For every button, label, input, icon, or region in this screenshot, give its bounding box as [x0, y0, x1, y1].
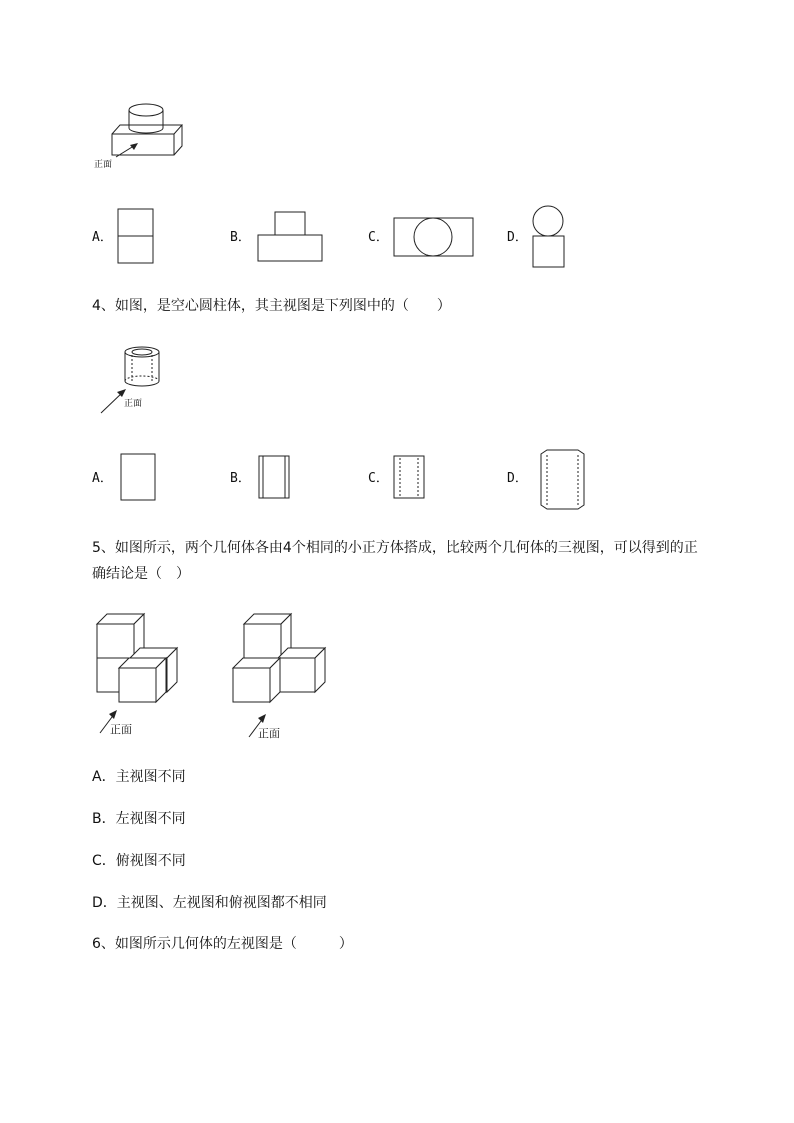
- q5-option-d[interactable]: D．主视图、左视图和俯视图都不相同: [92, 895, 327, 911]
- q5-question-line2: 确结论是（ ）: [92, 566, 190, 582]
- q4-option-a-letter[interactable]: A．: [92, 471, 113, 486]
- q3-front-label: 正面: [94, 160, 113, 170]
- q5-option-c[interactable]: C．俯视图不同: [92, 853, 186, 869]
- q5-question-line1: 5、如图所示，两个几何体各由4个相同的小正方体搭成，比较两个几何体的三视图，可以得到的正: [92, 540, 698, 556]
- q5-option-b[interactable]: B．左视图不同: [92, 811, 186, 827]
- q4-option-c-letter[interactable]: C．: [368, 471, 389, 486]
- q4-option-b-letter[interactable]: B．: [230, 471, 251, 486]
- q3-option-a-letter[interactable]: A．: [92, 230, 113, 245]
- q3-option-b-letter[interactable]: B．: [230, 230, 251, 245]
- q5-front-label-1: 正面: [110, 723, 132, 736]
- q3-option-c-letter[interactable]: C．: [368, 230, 389, 245]
- q4-question: 4、如图，是空心圆柱体，其主视图是下列图中的（ ）: [92, 298, 451, 314]
- q4-option-d-letter[interactable]: D．: [507, 471, 528, 486]
- q4-front-label: 正面: [124, 399, 143, 409]
- q3-option-d-letter[interactable]: D．: [507, 230, 528, 245]
- q6-question: 6、如图所示几何体的左视图是（ ）: [92, 936, 353, 952]
- q5-option-a[interactable]: A．主视图不同: [92, 769, 186, 785]
- q5-front-label-2: 正面: [258, 727, 280, 740]
